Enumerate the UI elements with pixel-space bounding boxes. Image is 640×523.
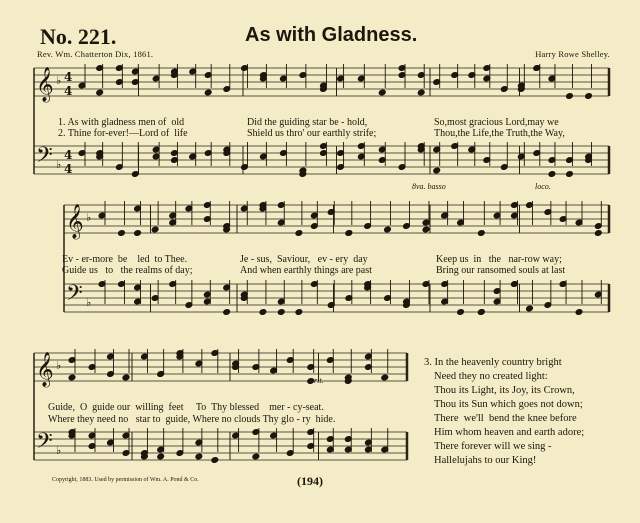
note-head <box>384 226 392 233</box>
ottava-basso-mark: 8va. basso <box>412 182 446 191</box>
note-head <box>68 374 76 381</box>
note-head <box>417 89 425 96</box>
time-signature: 4 <box>64 162 73 176</box>
note-head <box>477 309 485 316</box>
treble-clef-icon: 𝄞 <box>66 204 84 239</box>
note-head <box>295 230 303 237</box>
note-head <box>457 309 465 316</box>
note-head <box>378 89 386 96</box>
lyric-s1-l2-b: Shield us thro' our earthly strife; <box>247 128 377 139</box>
time-signature: 4 <box>64 70 73 84</box>
loco-mark: loco. <box>535 182 551 191</box>
note-head <box>211 457 219 464</box>
page-number: (194) <box>297 474 323 488</box>
note-head <box>118 230 126 237</box>
note-head <box>204 89 212 96</box>
note-head <box>295 309 303 316</box>
lyric-s2-l2-c: Bring our ransomed souls at last <box>436 265 566 276</box>
flat-icon: ♭ <box>86 211 92 224</box>
stanza-three <box>424 356 584 468</box>
note-head <box>134 230 142 237</box>
lyric-s1-l1-b: Did the guiding star be - hold, <box>247 117 368 128</box>
note-head <box>575 309 583 316</box>
bass-clef-icon: 𝄢 <box>36 143 53 173</box>
note-head <box>151 226 159 233</box>
flat-icon: ♭ <box>56 74 62 87</box>
treble-clef-icon: 𝄞 <box>36 352 54 387</box>
note-head <box>223 309 231 316</box>
note-head <box>433 167 441 174</box>
note-head <box>277 309 285 316</box>
lyric-s3-l2: Where they need no star to guide, Where no clouds Thy glo - ry hide. <box>48 414 336 425</box>
ritardando-mark: rit. <box>314 376 324 385</box>
note-head <box>477 230 485 237</box>
copyright-notice: Copyright, 1883. Used by permission of Wm. A. Pond & Co. <box>52 477 199 483</box>
lyric-s2-l2-b: And when earthly things are past <box>240 265 372 276</box>
bass-clef-icon: 𝄢 <box>66 281 83 311</box>
note-head <box>252 453 260 460</box>
flat-icon: ♭ <box>56 158 62 171</box>
hymn-title: As with Gladness. <box>245 24 418 46</box>
stanza3-line: 3. In the heavenly country bright <box>424 357 562 368</box>
lyric-s2-l2-a: Guide us to the realms of day; <box>62 265 193 276</box>
note-head <box>594 230 602 237</box>
lyric-s2-l1-c: Keep us in the nar-row way; <box>436 254 562 265</box>
hymn-number: No. 221. <box>40 24 117 49</box>
note-head <box>381 374 389 381</box>
lyric-s1-l1-c: So,most gracious Lord,may we <box>434 117 559 128</box>
flat-icon: ♭ <box>86 296 92 309</box>
note-head <box>566 171 574 178</box>
flat-icon: ♭ <box>56 444 62 457</box>
author-credit: Rev. Wm. Chatterton Dix, 1861. <box>37 49 154 59</box>
composer-credit: Harry Rowe Shelley. <box>535 49 610 59</box>
note-head <box>96 89 104 96</box>
note-head <box>585 93 593 100</box>
stanza3-line: Thou its Sun which goes not down; <box>434 399 583 410</box>
note-head <box>566 93 574 100</box>
stanza3-line: Need they no created light: <box>434 371 548 382</box>
note-head <box>526 305 534 312</box>
note-head <box>422 226 430 233</box>
lyric-s2-l1-a: Ev - er-more be led to Thee. <box>62 254 188 265</box>
time-signature: 4 <box>64 84 73 98</box>
stanza3-line: Hallelujahs to our King! <box>434 455 537 466</box>
note-head <box>131 171 139 178</box>
stanza3-line: There forever will we sing - <box>434 441 552 452</box>
note-head <box>345 230 353 237</box>
lyric-s1-l1-a: 1. As with gladness men of old <box>58 117 185 128</box>
stanza3-line: Him whom heaven and earth adore; <box>434 427 585 438</box>
stanza3-line: Thou its Light, its Joy, its Crown, <box>434 385 575 396</box>
flat-icon: ♭ <box>56 359 62 372</box>
lyric-s2-l1-b: Je - sus, Saviour, ev - ery day <box>240 254 368 265</box>
note-head <box>548 171 556 178</box>
note-head <box>195 453 203 460</box>
stanza3-line: There we'll bend the knee before <box>434 413 577 424</box>
note-head <box>259 309 267 316</box>
treble-clef-icon: 𝄞 <box>36 67 54 102</box>
lyric-s1-l2-a: 2. Thine for-ever!—Lord of life <box>58 128 188 139</box>
note-head <box>157 453 165 460</box>
lyric-s3-l1: Guide, O guide our willing feet To Thy blessed mer - cy-seat. <box>48 402 324 413</box>
note-head <box>122 374 130 381</box>
time-signature: 4 <box>64 148 73 162</box>
lyric-s1-l2-c: Thou,the Life,the Truth,the Way, <box>434 128 565 139</box>
bass-clef-icon: 𝄢 <box>36 429 53 459</box>
